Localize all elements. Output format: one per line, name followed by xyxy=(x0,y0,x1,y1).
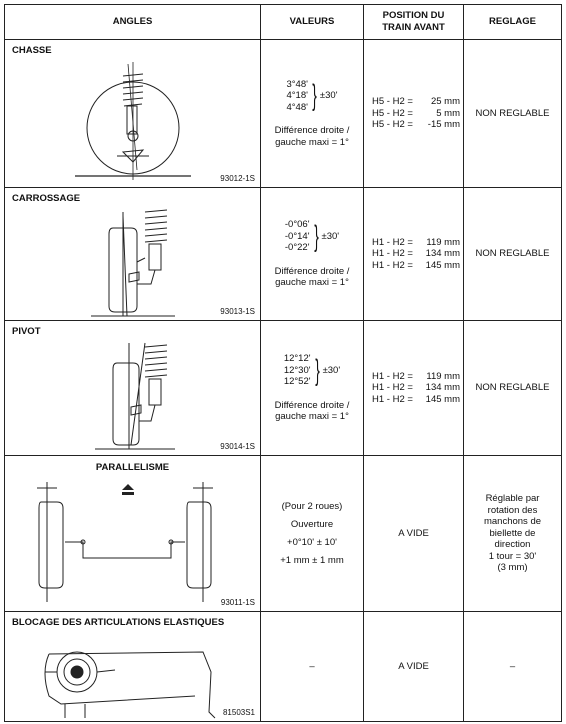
position-value: 145 mm xyxy=(425,393,460,405)
camber-diagram-icon xyxy=(5,188,261,321)
diff-line2: gauche maxi = 1° xyxy=(275,411,349,423)
kingpin-diagram-icon xyxy=(5,321,261,456)
header-position-line2: TRAIN AVANT xyxy=(382,22,445,33)
side-difference xyxy=(261,400,363,423)
position-value: 25 mm xyxy=(430,96,460,108)
diff-line2: gauche maxi = 1° xyxy=(275,277,349,289)
figure-reference: 93013-1S xyxy=(220,307,255,316)
tolerance: ±30' xyxy=(319,90,338,102)
figure-reference: 81503S1 xyxy=(222,708,255,717)
position-key: H5 - H2 = xyxy=(372,96,413,108)
cell-parallelisme-reglage xyxy=(464,456,562,612)
header-reglage: REGLAGE xyxy=(464,5,562,40)
position-row xyxy=(372,260,463,272)
row-parallelisme xyxy=(5,456,562,612)
value-group xyxy=(285,219,339,254)
figure-reference: 93011-1S xyxy=(220,598,255,607)
cell-chasse-reglage: NON REGLABLE xyxy=(464,40,562,188)
row-chasse xyxy=(5,40,562,188)
value-min: -0°06' xyxy=(284,219,310,231)
toe-angle: +0°10' ± 10' xyxy=(287,536,337,548)
reglage-line: 1 tour = 30' xyxy=(488,550,537,562)
header-valeurs: VALEURS xyxy=(261,5,364,40)
cell-carrossage-positions xyxy=(364,188,464,321)
row-blocage xyxy=(5,612,562,722)
tolerance: ±30' xyxy=(322,364,341,376)
header-row xyxy=(5,5,562,40)
angle-name: PARALLELISME xyxy=(95,462,170,473)
reglage-line: manchons de xyxy=(483,516,542,528)
position-value: 134 mm xyxy=(425,382,460,394)
reglage-line: (3 mm) xyxy=(497,562,528,574)
cell-blocage-reglage: – xyxy=(464,612,562,722)
position-row xyxy=(372,248,463,260)
angle-name: BLOCAGE DES ARTICULATIONS ELASTIQUES xyxy=(12,617,225,628)
position-row xyxy=(372,371,463,383)
position-value: 119 mm xyxy=(426,236,460,248)
angle-name: CHASSE xyxy=(12,45,52,56)
caster-diagram-icon xyxy=(5,40,261,188)
value-max: 4°48' xyxy=(286,101,308,113)
diff-line1: Différence droite / xyxy=(274,125,350,137)
position-row xyxy=(372,382,463,394)
cell-chasse-values xyxy=(261,40,364,188)
position-key: H1 - H2 = xyxy=(372,259,413,271)
brace-icon: } xyxy=(312,79,317,112)
row-carrossage xyxy=(5,188,562,321)
header-angles: ANGLES xyxy=(5,5,261,40)
cell-carrossage-values xyxy=(261,188,364,321)
position-value: 119 mm xyxy=(426,370,460,382)
position-key: H1 - H2 = xyxy=(372,236,413,248)
brace-icon: } xyxy=(314,353,320,387)
diff-line1: Différence droite / xyxy=(274,399,350,411)
diff-line2: gauche maxi = 1° xyxy=(275,136,349,148)
position-key: H1 - H2 = xyxy=(372,248,413,260)
bushing-diagram-icon xyxy=(5,612,261,722)
cell-pivot-figure xyxy=(5,321,261,456)
forward-arrow-icon xyxy=(122,484,134,495)
figure-reference: 93014-1S xyxy=(220,442,255,451)
row-pivot xyxy=(5,321,562,456)
cell-carrossage-figure xyxy=(5,188,261,321)
value-max: 12°52' xyxy=(283,376,311,388)
position-key: H1 - H2 = xyxy=(372,393,413,405)
position-row xyxy=(372,119,463,131)
reglage-line: Réglable par xyxy=(485,493,540,505)
position-value: 5 mm xyxy=(436,107,460,119)
reglage-line: rotation des xyxy=(487,504,538,516)
cell-blocage-figure xyxy=(5,612,261,722)
cell-pivot-reglage: NON REGLABLE xyxy=(464,321,562,456)
value-group xyxy=(284,353,340,388)
cell-parallelisme-position: A VIDE xyxy=(364,456,464,612)
toe-diagram-icon xyxy=(5,456,261,612)
toe-type: Ouverture xyxy=(290,518,334,530)
tolerance: ±30' xyxy=(321,230,340,242)
value-group xyxy=(286,79,337,114)
position-value: -15 mm xyxy=(427,119,460,131)
value-nominal: 4°18' xyxy=(286,90,308,102)
position-key: H5 - H2 = xyxy=(372,107,413,119)
position-row xyxy=(372,108,463,120)
figure-reference: 93012-1S xyxy=(220,174,255,183)
side-difference xyxy=(261,266,363,289)
position-row xyxy=(372,394,463,406)
position-key: H5 - H2 = xyxy=(372,119,413,131)
value-nominal: -0°14' xyxy=(284,230,310,242)
cell-chasse-figure xyxy=(5,40,261,188)
toe-note: (Pour 2 roues) xyxy=(281,500,343,512)
diff-line1: Différence droite / xyxy=(274,265,350,277)
reglage-line: biellette de xyxy=(489,527,536,539)
cell-parallelisme-values xyxy=(261,456,364,612)
cell-carrossage-reglage: NON REGLABLE xyxy=(464,188,562,321)
position-value: 134 mm xyxy=(425,248,460,260)
cell-blocage-position: A VIDE xyxy=(364,612,464,722)
cell-pivot-values xyxy=(261,321,364,456)
position-key: H1 - H2 = xyxy=(372,370,413,382)
cell-blocage-value: – xyxy=(261,612,364,722)
angle-name: PIVOT xyxy=(12,326,41,337)
cell-parallelisme-figure xyxy=(5,456,261,612)
header-position-line1: POSITION DU xyxy=(382,10,445,21)
alignment-spec-table xyxy=(4,4,562,722)
angle-name: CARROSSAGE xyxy=(12,193,81,204)
value-nominal: 12°30' xyxy=(283,364,311,376)
position-value: 145 mm xyxy=(425,259,460,271)
reglage-line: direction xyxy=(494,539,531,551)
position-row xyxy=(372,96,463,108)
header-position xyxy=(364,5,464,40)
brace-icon: } xyxy=(313,219,319,253)
position-row xyxy=(372,237,463,249)
cell-pivot-positions xyxy=(364,321,464,456)
value-max: -0°22' xyxy=(284,242,310,254)
value-min: 3°48' xyxy=(286,78,308,90)
value-min: 12°12' xyxy=(283,353,311,365)
position-key: H1 - H2 = xyxy=(372,382,413,394)
toe-distance: +1 mm ± 1 mm xyxy=(280,554,344,566)
cell-chasse-positions xyxy=(364,40,464,188)
side-difference xyxy=(261,125,363,148)
